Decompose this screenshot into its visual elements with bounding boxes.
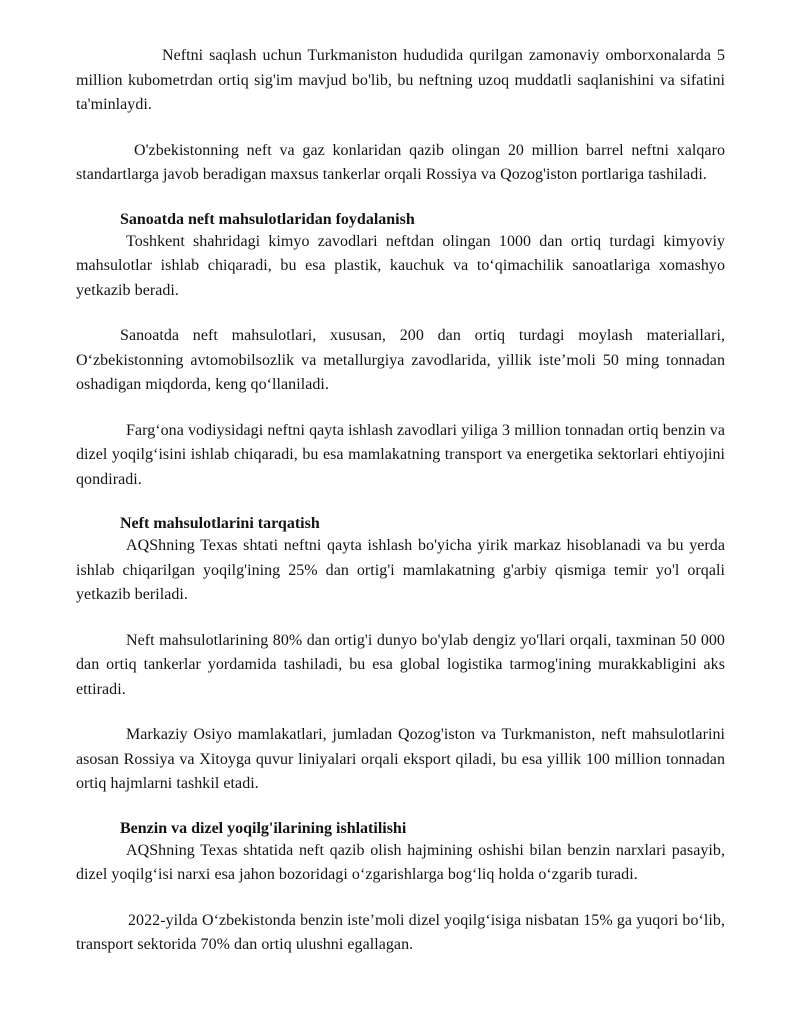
section-heading: Benzin va dizel yoqilg'ilarining ishlatilishi bbox=[120, 819, 407, 837]
paragraph: Toshkent shahridagi kimyo zavodlari neftdan olingan 1000 dan ortiq turdagi kimyoviy mahsulotlar ishlab chiqaradi, bu esa plastik, kauchuk va to‘qimachilik sanoatlariga xomashyo yetkazib beradi. bbox=[76, 232, 725, 299]
paragraph: AQShning Texas shtati neftni qayta ishlash bo'yicha yirik markaz hisoblanadi va bu yerda ishlab chiqarilgan yoqilg'ining 25% dan ortig'i mamlakatning g'arbiy qismiga temir yo'l orqali yetkazib beriladi. bbox=[76, 537, 725, 603]
section-industrial-use bbox=[76, 210, 725, 493]
section-distribution bbox=[76, 514, 725, 797]
section-heading: Sanoatda neft mahsulotlaridan foydalanish bbox=[120, 210, 415, 228]
document-page bbox=[76, 44, 725, 979]
paragraph: O'zbekistonning neft va gaz konlaridan qazib olingan 20 million barrel neftni xalqaro standartlarga javob beradigan maxsus tankerlar orqali Rossiya va Qozog'iston portlariga tashiladi. bbox=[76, 141, 725, 183]
section-fuel-use bbox=[76, 819, 725, 958]
paragraph: Sanoatda neft mahsulotlari, xususan, 200 dan ortiq turdagi moylash materiallari, O‘zbekistonning avtomobilsozlik va metallurgiya zavodlarida, yillik iste’moli 50 ming tonnadan oshadigan miqdorda, keng qo‘llaniladi. bbox=[76, 327, 725, 393]
paragraph: AQShning Texas shtatida neft qazib olish hajmining oshishi bilan benzin narxlari pasayib, dizel yoqilg‘isi narxi esa jahon bozoridagi o‘zgarishlarga bog‘liq holda o‘zgarib turadi. bbox=[76, 841, 725, 883]
paragraph: Markaziy Osiyo mamlakatlari, jumladan Qozog'iston va Turkmaniston, neft mahsulotlarini asosan Rossiya va Xitoyga quvur liniyalari orqali eksport qiladi, bu esa yillik 100 million tonnadan ortiq hajmlarni tashkil etadi. bbox=[76, 726, 725, 792]
paragraph: Neft mahsulotlarining 80% dan ortig'i dunyo bo'ylab dengiz yo'llari orqali, taxminan 50 000 dan ortiq tankerlar yordamida tashiladi, bu esa global logistika tarmog'ining murakkabligini aks ettiradi. bbox=[76, 631, 725, 698]
section-heading: Neft mahsulotlarini tarqatish bbox=[120, 515, 320, 532]
paragraph: Farg‘ona vodiysidagi neftni qayta ishlash zavodlari yiliga 3 million tonnadan ortiq benzin va dizel yoqilg‘isini ishlab chiqaradi, bu esa mamlakatning transport va energetika sektorlari ehtiyojini qondiradi. bbox=[76, 421, 725, 488]
paragraph: Neftni saqlash uchun Turkmaniston hududida qurilgan zamonaviy omborxonalarda 5 million kubometrdan ortiq sig'im mavjud bo'lib, bu neftning uzoq muddatli saqlanishini va sifatini ta'minlaydi. bbox=[76, 47, 725, 113]
paragraph: 2022-yilda O‘zbekistonda benzin iste’moli dizel yoqilg‘isiga nisbatan 15% ga yuqori bo‘lib, transport sektorida 70% dan ortiq ulushni egallagan. bbox=[76, 911, 725, 953]
